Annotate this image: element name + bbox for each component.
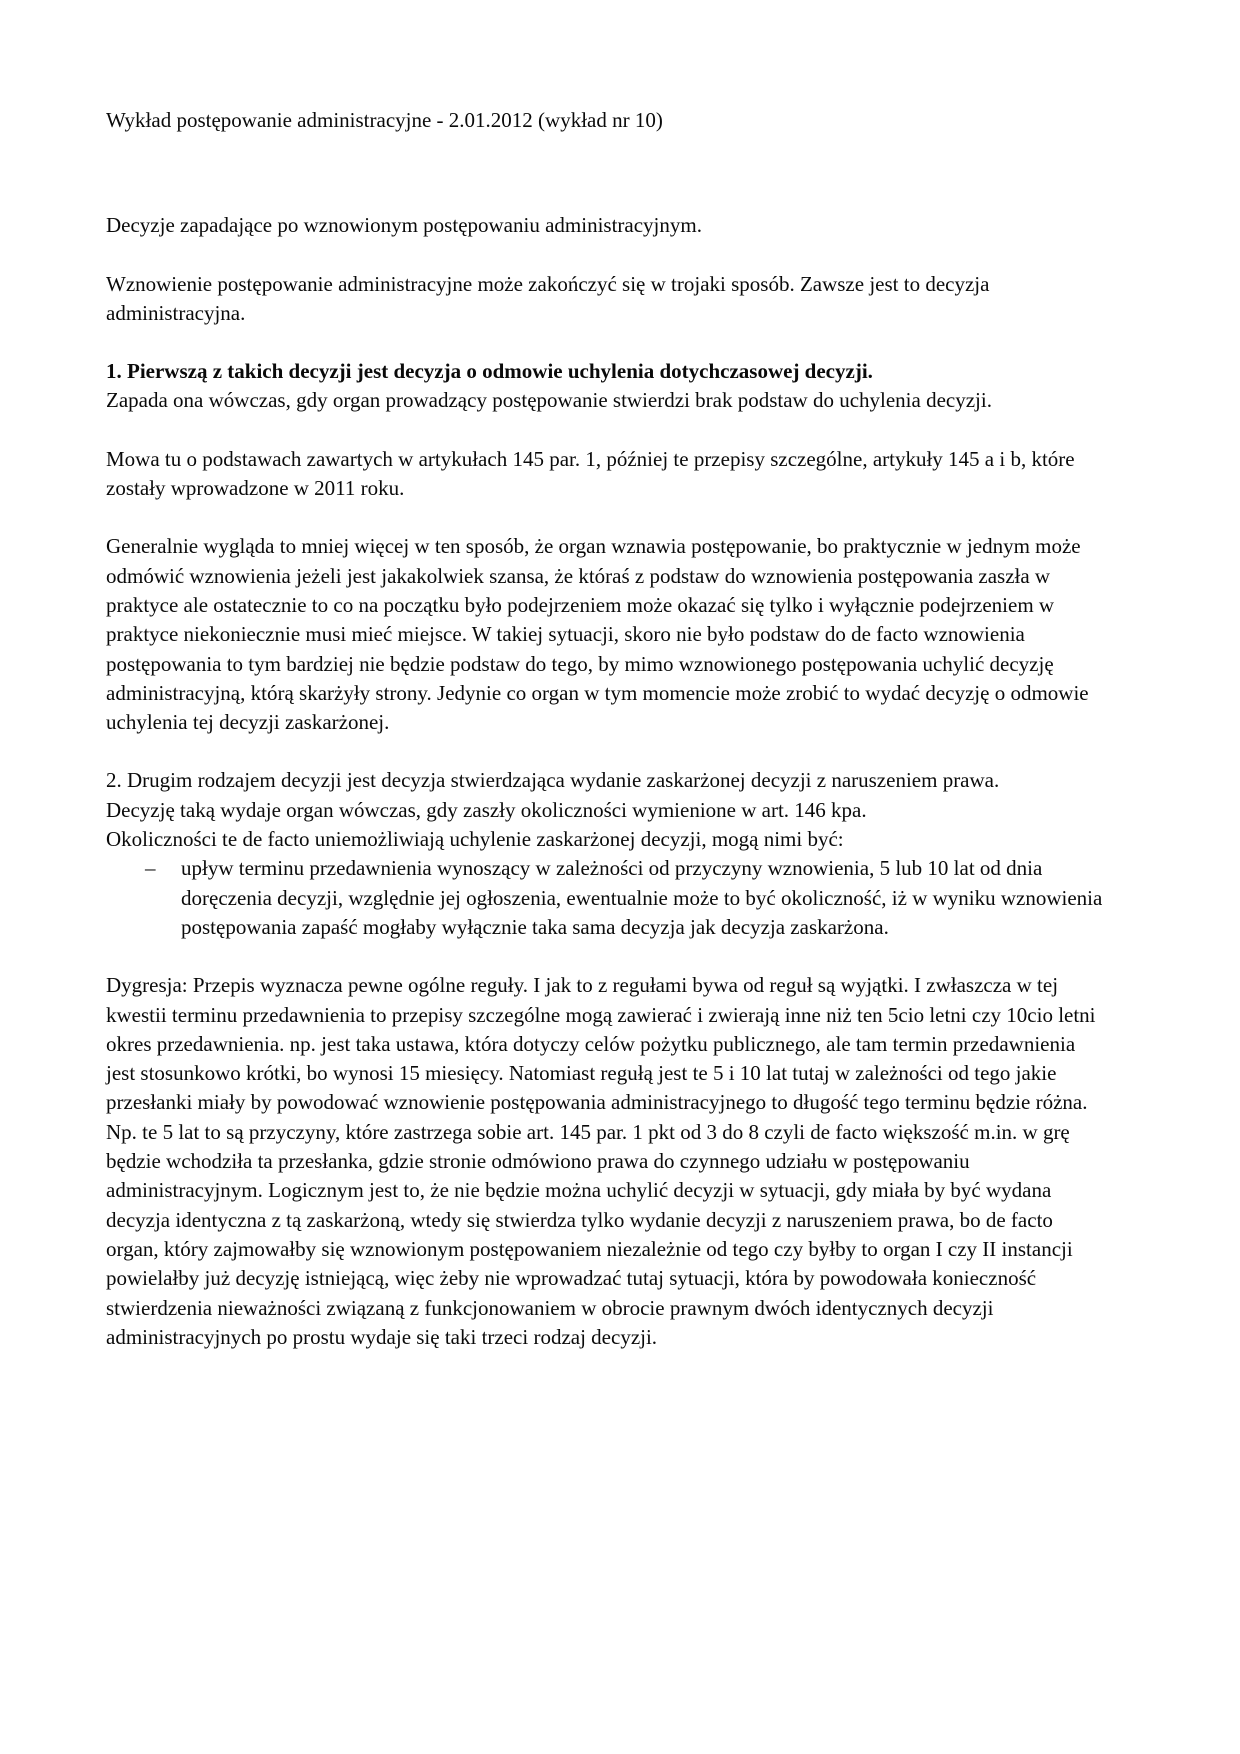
bullet-item-przedawnienie xyxy=(106,854,1108,942)
section-2 xyxy=(106,766,1108,854)
section-2-line-art146: Decyzję taką wydaje organ wówczas, gdy zaszły okoliczności wymienione w art. 146 kpa. xyxy=(106,797,867,822)
paragraph-trojaki-sposob: Wznowienie postępowanie administracyjne może zakończyć się w trojaki sposób. Zawsze jest to decyzja administracyjna. xyxy=(106,271,990,325)
section-1-body: Zapada ona wówczas, gdy organ prowadzący postępowanie stwierdzi brak podstaw do uchylenia decyzji. xyxy=(106,388,992,413)
document-content xyxy=(106,106,1108,1381)
section-1-heading: 1. Pierwszą z takich decyzji jest decyzja o odmowie uchylenia dotychczasowej decyzji. xyxy=(106,359,873,384)
paragraph-generalnie: Generalnie wygląda to mniej więcej w ten sposób, że organ wznawia postępowanie, bo praktycznie w jednym może odmówić wznowienia jeżeli jest jakakolwiek szansa, że któraś z podstaw do wznowienia postępowania zaszła w praktyce ale ostatecznie to co na początku było podejrzeniem może okazać się tylko i wyłącznie podejrzeniem w praktyce niekoniecznie musi mieć miejsce. W takiej sytuacji, skoro nie było podstaw do de facto wznowienia postępowania to tym bardziej nie będzie podstaw do tego, by mimo wznowionego postępowania uchylić decyzję administracyjną, którą skarżyły strony. Jedynie co organ w tym momencie może zrobić to wydać decyzję o odmowie uchylenia tej decyzji zaskarżonej. xyxy=(106,534,1089,735)
paragraph-mowa-tu: Mowa tu o podstawach zawartych w artykułach 145 par. 1, później te przepisy szczególne, artykuły 145 a i b, które zostały wprowadzone w 2011 roku. xyxy=(106,446,1075,501)
section-2-heading: 2. Drugim rodzajem decyzji jest decyzja stwierdzająca wydanie zaskarżonej decyzji z naruszeniem prawa. xyxy=(106,768,1000,793)
paragraph-intro: Decyzje zapadające po wznowionym postępowaniu administracyjnym. xyxy=(106,213,702,238)
paragraph-dygresja: Dygresja: Przepis wyznacza pewne ogólne reguły. I jak to z regułami bywa od reguł są wyjątki. I zwłaszcza w tej kwestii terminu przedawnienia to przepisy szczególne mogą zawierać i zwierają inne niż ten 5cio letni czy 10cio letni okres przedawnienia. np. jest taka ustawa, która dotyczy celów pożytku publicznego, ale tam termin przedawnienia jest stosunkowo krótki, bo wynosi 15 miesięcy. Natomiast regułą jest te 5 i 10 lat tutaj w zależności od tego jakie przesłanki miały by powodować wznowienie postępowania administracyjnego to długość tego terminu będzie różna. Np. te 5 lat to są przyczyny, które zastrzega sobie art. 145 par. 1 pkt od 3 do 8 czyli de facto większość m.in. w grę będzie wchodziła ta przesłanka, gdzie stronie odmówiono prawa do czynnego udziału w postępowaniu administracyjnym. Logicznym jest to, że nie będzie można uchylić decyzji w sytuacji, gdy miała by być wydana decyzja identyczna z tą zaskarżoną, wtedy się stwierdza tylko wydanie decyzji z naruszeniem prawa, bo de facto organ, który zajmowałby się wznowionym postępowaniem niezależnie od tego czy byłby to organ I czy II instancji powielałby już decyzję istniejącą, więc żeby nie wprowadzać tutaj sytuacji, która by powodowała konieczność stwierdzenia nieważności związaną z funkcjonowaniem w obrocie prawnym dwóch identycznych decyzji administracyjnych po prostu wydaje się taki trzeci rodzaj decyzji. xyxy=(106,973,1096,1349)
document-title: Wykład postępowanie administracyjne - 2.01.2012 (wykład nr 10) xyxy=(106,108,663,132)
bullet-dash-marker: – xyxy=(145,856,156,881)
bullet-item-text: upływ terminu przedawnienia wynoszący w zależności od przyczyny wznowienia, 5 lub 10 lat od dnia doręczenia decyzji, względnie jej ogłoszenia, ewentualnie może to być okoliczność, iż w wyniku wznowienia postępowania zapaść mogłaby wyłącznie taka sama decyzja jak decyzja zaskarżona. xyxy=(181,856,1103,939)
section-2-line-okolicznosci: Okoliczności te de facto uniemożliwiają uchylenie zaskarżonej decyzji, mogą nimi być: xyxy=(106,827,844,852)
section-1 xyxy=(106,357,1108,416)
